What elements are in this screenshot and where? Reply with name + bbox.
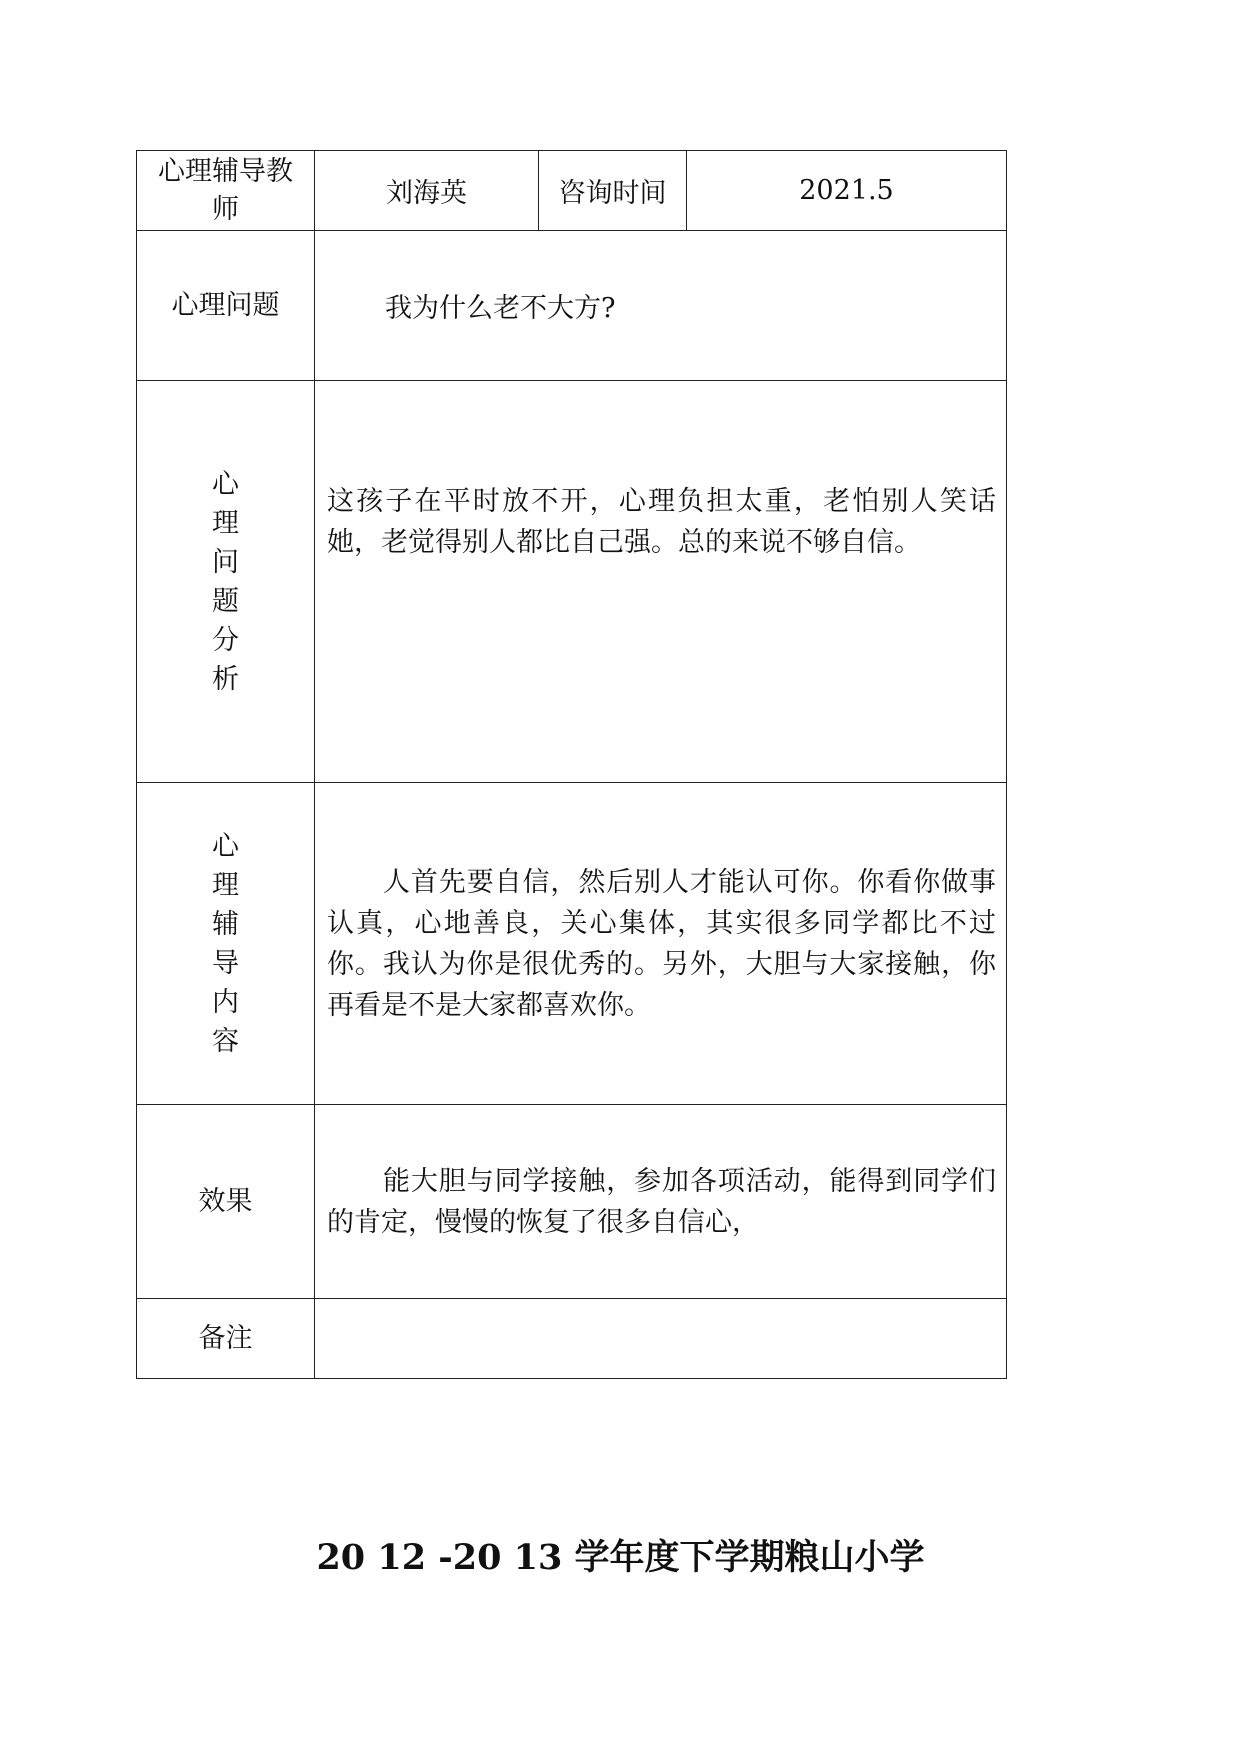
effect-label: 效果: [137, 1105, 315, 1299]
footer-title: 20 12 -20 13 学年度下学期粮山小学: [316, 1537, 925, 1578]
effect-row: [137, 1105, 1007, 1299]
analysis-row: [137, 381, 1007, 783]
notes-row: [137, 1299, 1007, 1379]
guidance-label: [137, 783, 315, 1105]
teacher-row: [137, 151, 1007, 231]
guidance-label-char: 容: [212, 1025, 239, 1057]
analysis-label-char: 问: [212, 546, 239, 578]
analysis-text: 这孩子在平时放不开，心理负担太重，老怕别人笑话她，老觉得别人都比自己强。总的来说不够自信。: [315, 381, 1007, 783]
analysis-label-char: 题: [212, 585, 239, 617]
counseling-record-table: [136, 150, 1007, 1379]
guidance-label-char: 辅: [212, 908, 239, 940]
guidance-label-char: 理: [212, 869, 239, 901]
problem-row: [137, 231, 1007, 381]
time-value: 2021.5: [687, 151, 1007, 231]
analysis-label-char: 心: [212, 468, 239, 500]
time-label: 咨询时间: [539, 151, 687, 231]
guidance-label-char: 内: [212, 986, 239, 1018]
notes-label: 备注: [137, 1299, 315, 1379]
teacher-name: 刘海英: [315, 151, 539, 231]
notes-text: [315, 1299, 1007, 1379]
problem-label: 心理问题: [137, 231, 315, 381]
guidance-row: [137, 783, 1007, 1105]
guidance-label-char: 心: [212, 830, 239, 862]
guidance-label-char: 导: [212, 947, 239, 979]
analysis-label: [137, 381, 315, 783]
effect-text: 能大胆与同学接触，参加各项活动，能得到同学们的肯定，慢慢的恢复了很多自信心，: [315, 1105, 1007, 1299]
analysis-label-char: 分: [212, 624, 239, 656]
problem-text: 我为什么老不大方?: [315, 231, 1007, 381]
teacher-label: 心理辅导教师: [137, 151, 315, 231]
analysis-label-char: 析: [212, 663, 239, 695]
analysis-label-char: 理: [212, 507, 239, 539]
guidance-text: 人首先要自信，然后别人才能认可你。你看你做事认真，心地善良，关心集体，其实很多同学都比不过你。我认为你是很优秀的。另外，大胆与大家接触，你再看是不是大家都喜欢你。: [315, 783, 1007, 1105]
